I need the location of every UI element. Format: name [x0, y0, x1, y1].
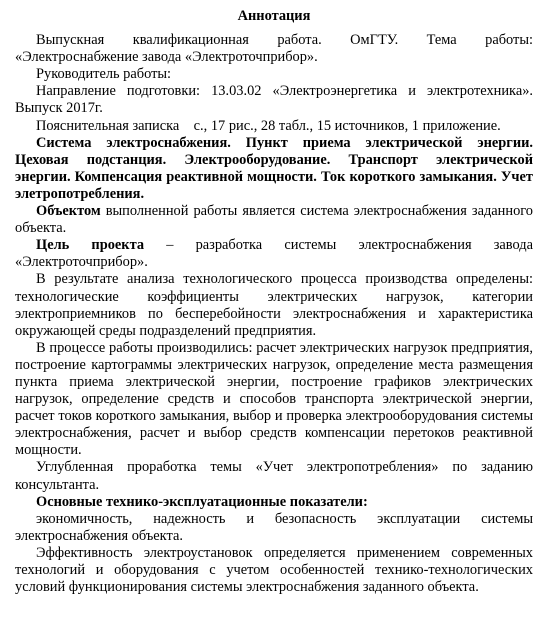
paragraph-process: В процессе работы производились: расчет электрических нагрузок предприятия, построение картограммы электрических нагрузок, определение места размещения пункта приема электрической энергии, построение графиков электрических нагрузок, определение средств и способов транспорта электрической энергии, расчет токов короткого замыкания, выбор и проверка электрооборудования системы электроснабжения, расчет и выбор средств компенсации перетоков реактивной мощности. — [15, 339, 533, 459]
paragraph-supervisor: Руководитель работы: — [36, 66, 172, 83]
paragraph-indicators: экономичность, надежность и безопасность эксплуатации системы электроснабжения объекта. — [15, 510, 533, 544]
paragraph-object — [15, 203, 533, 237]
document-page — [15, 8, 533, 596]
paragraph-analysis: В результате анализа технологического процесса производства определены: технологические коэффициенты электрических нагрузок, категории электроприемников по бесперебойности электроснабжения и характеристика окружающей среды подразделений предприятия. — [15, 271, 533, 339]
paragraph-efficiency: Эффективность электроустановок определяется применением современных технологий и оборудования с учетом особенностей технико-технологических условий функционирования системы электроснабжения заданного объекта. — [15, 544, 533, 596]
goal-label: Цель проекта — [36, 237, 145, 254]
paragraph-explanatory-note: Пояснительная записка с., 17 рис., 28 табл., 15 источников, 1 приложение. — [36, 117, 501, 134]
paragraph-keywords: Система электроснабжения. Пункт приема электрической энергии. Цеховая подстанция. Электрооборудование. Транспорт электрической энергии. Компенсация реактивной мощности. Ток короткого замыкания. Учет элетропотребления. — [15, 134, 533, 202]
document-title: Аннотация — [237, 8, 311, 24]
paragraph-direction: Направление подготовки: 13.03.02 «Электроэнергетика и электротехника». Выпуск 2017г. — [15, 83, 533, 117]
indicators-heading: Основные технико-эксплуатационные показатели: — [36, 493, 368, 510]
paragraph-thesis-info: Выпускная квалификационная работа. ОмГТУ. Тема работы: «Электроснабжение завода «Электроточприбор». — [15, 32, 533, 66]
goal-text: – разработка системы электроснабжения завода «Электроточприбор». — [15, 237, 533, 271]
paragraph-deep-study: Углубленная проработка темы «Учет электропотребления» по заданию консультанта. — [15, 459, 533, 493]
object-text: выполненной работы является система электроснабжения заданного объекта. — [15, 203, 533, 237]
object-label: Объектом — [36, 203, 101, 220]
paragraph-goal — [15, 237, 533, 271]
